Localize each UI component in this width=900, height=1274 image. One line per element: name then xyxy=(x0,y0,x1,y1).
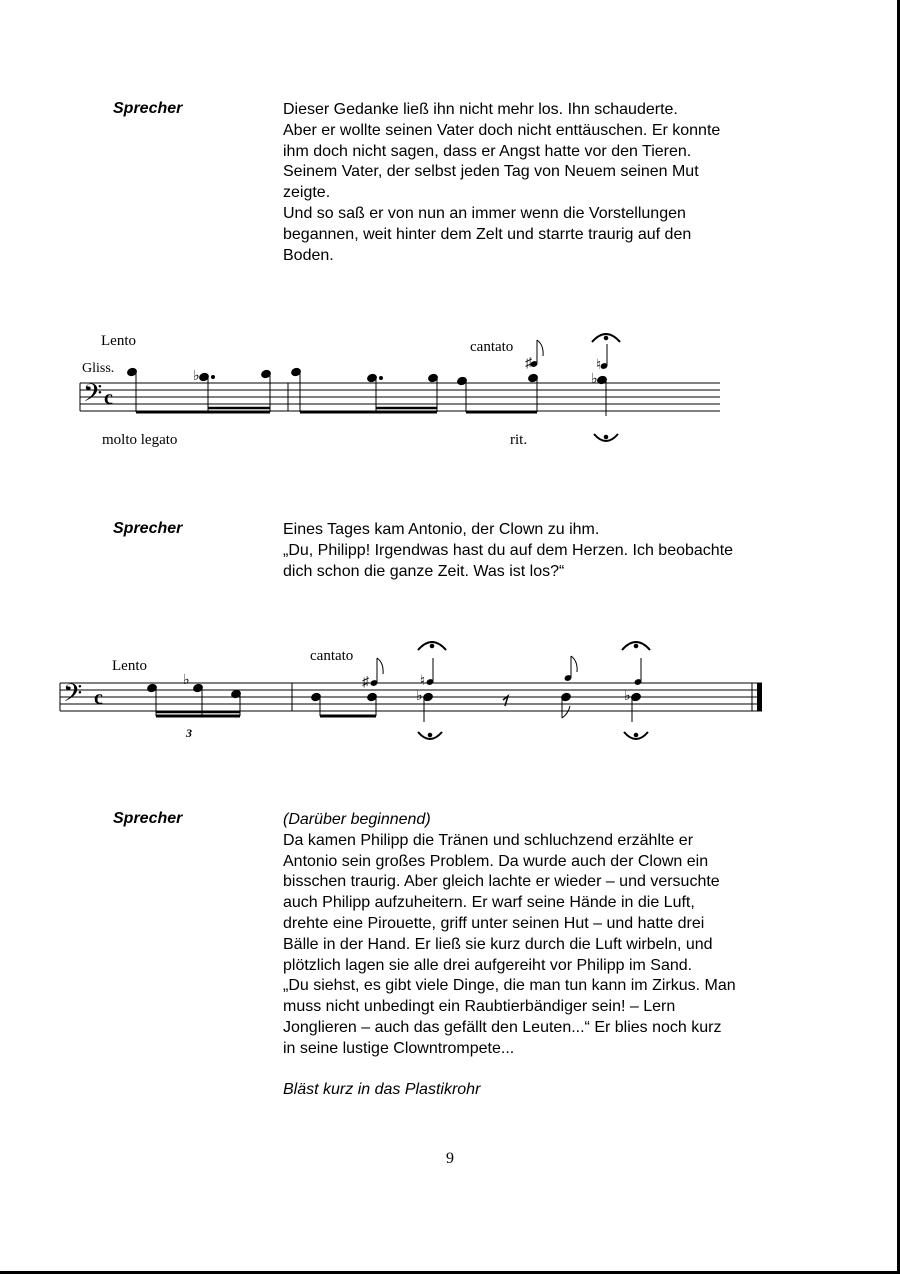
tempo-marking: Lento xyxy=(101,333,136,349)
text-line: Jonglieren – auch das gefällt den Leuten...“ Er blies noch kurz xyxy=(283,1018,722,1036)
text-line: Aber er wollte seinen Vater doch nicht enttäuschen. Er konnte xyxy=(283,121,721,139)
text-line: Antonio sein großes Problem. Da wurde auch der Clown ein xyxy=(283,852,709,870)
bass-clef-icon: 𝄢 xyxy=(63,680,83,713)
music-staff-2 xyxy=(0,620,900,760)
triplet-marking: 3 xyxy=(186,726,192,740)
svg-text:♭: ♭ xyxy=(193,369,200,384)
text-line: auch Philipp aufzuheitern. Er warf seine Hände in die Luft, xyxy=(283,894,695,912)
accidentals-1 xyxy=(193,356,601,387)
text-line: Boden. xyxy=(283,246,334,264)
common-time-icon: c xyxy=(104,387,113,409)
svg-text:♯: ♯ xyxy=(525,356,532,371)
text-line: zeigte. xyxy=(283,184,331,202)
text-line: Seinem Vater, der selbst jeden Tag von Neuem seinen Mut xyxy=(283,163,699,181)
svg-text:♯: ♯ xyxy=(362,675,369,690)
speaker-label-3: Sprecher xyxy=(113,810,183,827)
rit-marking: rit. xyxy=(510,432,528,448)
text-line: dich schon die ganze Zeit. Was ist los?“ xyxy=(283,562,565,580)
text-line: Eines Tages kam Antonio, der Clown zu ihm. xyxy=(283,521,600,538)
bass-clef-icon: 𝄢 xyxy=(83,380,103,413)
text-line: „Du, Philipp! Irgendwas hast du auf dem Herzen. Ich beobachte xyxy=(283,541,734,559)
tempo-marking: Lento xyxy=(112,658,147,674)
notes-group-1 xyxy=(127,334,620,441)
text-line: „Du siehst, es gibt viele Dinge, die man tun kann im Zirkus. Man xyxy=(283,977,736,995)
cantato-marking: cantato xyxy=(470,339,514,355)
gliss-marking: Gliss. xyxy=(82,361,115,376)
text-line: Dieser Gedanke ließ ihn nicht mehr los. Ihn schauderte. xyxy=(283,101,678,118)
cantato-marking: cantato xyxy=(310,648,354,664)
text-line: in seine lustige Clowntrompete... xyxy=(283,1039,515,1057)
legato-marking: molto legato xyxy=(102,432,178,448)
text-line: Bälle in der Hand. Er ließ sie kurz durch die Luft wirbeln, und xyxy=(283,935,713,953)
text-line: ihm doch nicht sagen, dass er Angst hatte vor den Tieren. xyxy=(283,142,692,160)
speaker-label-2: Sprecher xyxy=(113,520,183,537)
common-time-icon: c xyxy=(94,687,103,709)
text-line: bisschen traurig. Aber gleich lachte er wieder – und versuchte xyxy=(283,873,720,891)
closing-direction: Bläst kurz in das Plastikrohr xyxy=(283,1081,481,1099)
music-staff-1 xyxy=(0,320,900,460)
narration-block-3 xyxy=(283,810,803,1101)
speaker-label-1: Sprecher xyxy=(113,100,183,117)
svg-text:♭: ♭ xyxy=(591,372,598,387)
narration-block-1 xyxy=(283,100,803,266)
page-number: 9 xyxy=(446,1150,454,1167)
text-line: muss nicht unbedingt ein Raubtierbändiger sein! – Lern xyxy=(283,998,676,1016)
spacer xyxy=(283,1060,803,1081)
svg-text:♮: ♮ xyxy=(420,674,426,689)
text-line: begannen, weit hinter dem Zelt und starrte traurig auf den xyxy=(283,225,692,243)
text-line: Und so saß er von nun an immer wenn die Vorstellungen xyxy=(283,204,686,222)
narration-block-2 xyxy=(283,520,803,582)
stage-direction: (Darüber beginnend) xyxy=(283,811,431,828)
text-line: drehte eine Pirouette, griff unter seinen Hut – und hatte drei xyxy=(283,914,705,932)
svg-text:♮: ♮ xyxy=(596,358,602,373)
text-line: plötzlich lagen sie alle drei aufgereiht vor Philipp im Sand. xyxy=(283,956,693,974)
svg-text:♭: ♭ xyxy=(183,673,190,688)
svg-text:♭: ♭ xyxy=(416,689,423,704)
svg-text:♭: ♭ xyxy=(624,689,631,704)
text-line: Da kamen Philipp die Tränen und schluchzend erzählte er xyxy=(283,831,694,849)
